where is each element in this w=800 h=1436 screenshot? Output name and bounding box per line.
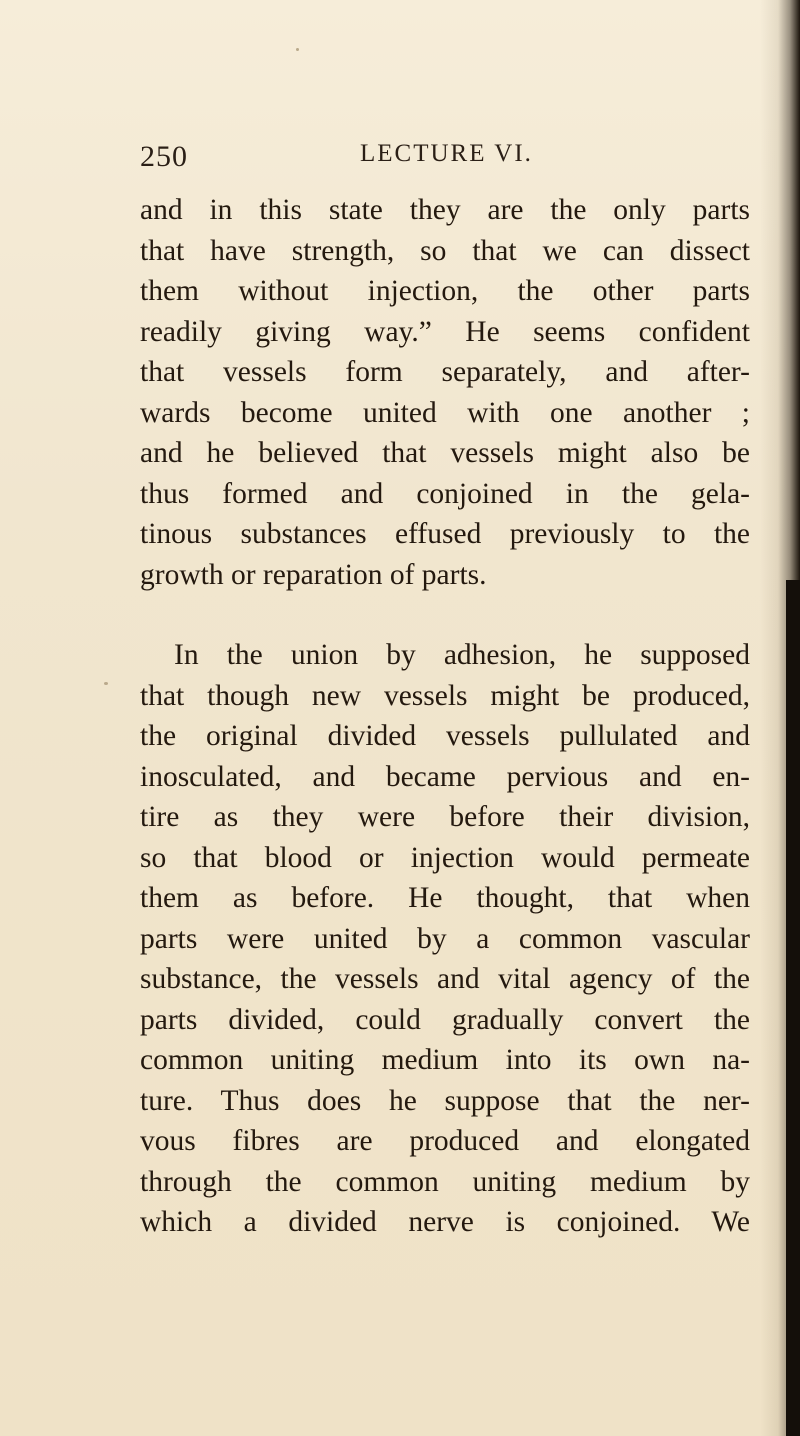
text-line: vous fibres are produced and elongated: [140, 1125, 750, 1157]
paragraph-1: [140, 190, 750, 595]
text-line: substance, the vessels and vital agency of the: [140, 963, 750, 995]
text-line: tinous substances effused previously to the: [140, 518, 750, 550]
text-line: the original divided vessels pullulated and: [140, 720, 750, 752]
text-line: readily giving way.” He seems confident: [140, 315, 750, 348]
text-line: parts were united by a common vascular: [140, 922, 750, 955]
running-head: [140, 140, 740, 180]
text-line: tire as they were before their division,: [140, 801, 750, 833]
paragraph-gap: [140, 595, 750, 635]
text-line: that vessels form separately, and after-: [140, 356, 750, 388]
paper-speck: [296, 48, 299, 51]
text-line: them as before. He thought, that when: [140, 882, 750, 914]
body-text: [140, 190, 750, 1243]
text-line: through the common uniting medium by: [140, 1165, 750, 1198]
text-line: In the union by adhesion, he supposed: [174, 639, 750, 671]
page-edge-dark: [786, 580, 800, 1436]
text-line: and he believed that vessels might also be: [140, 437, 750, 469]
running-title: LECTURE VI.: [360, 140, 533, 167]
text-line: so that blood or injection would permeate: [140, 841, 750, 874]
text-line: parts divided, could gradually convert the: [140, 1003, 750, 1036]
text-line: and in this state they are the only parts: [140, 194, 750, 226]
text-line: them without injection, the other parts: [140, 275, 750, 307]
text-line: inosculated, and became pervious and en-: [140, 760, 750, 793]
text-line: common uniting medium into its own na-: [140, 1044, 750, 1076]
text-line: that though new vessels might be produced,: [140, 679, 750, 712]
text-line: which a divided nerve is conjoined. We: [140, 1206, 750, 1238]
paragraph-2: [140, 635, 750, 1243]
paper-speck: [104, 682, 108, 685]
text-line: growth or reparation of parts.: [140, 558, 487, 591]
page-number: 250: [140, 140, 188, 173]
text-line: wards become united with one another ;: [140, 396, 750, 429]
text-line: ture. Thus does he suppose that the ner-: [140, 1084, 750, 1117]
text-line: thus formed and conjoined in the gela-: [140, 477, 750, 510]
text-line: that have strength, so that we can dissect: [140, 234, 750, 267]
